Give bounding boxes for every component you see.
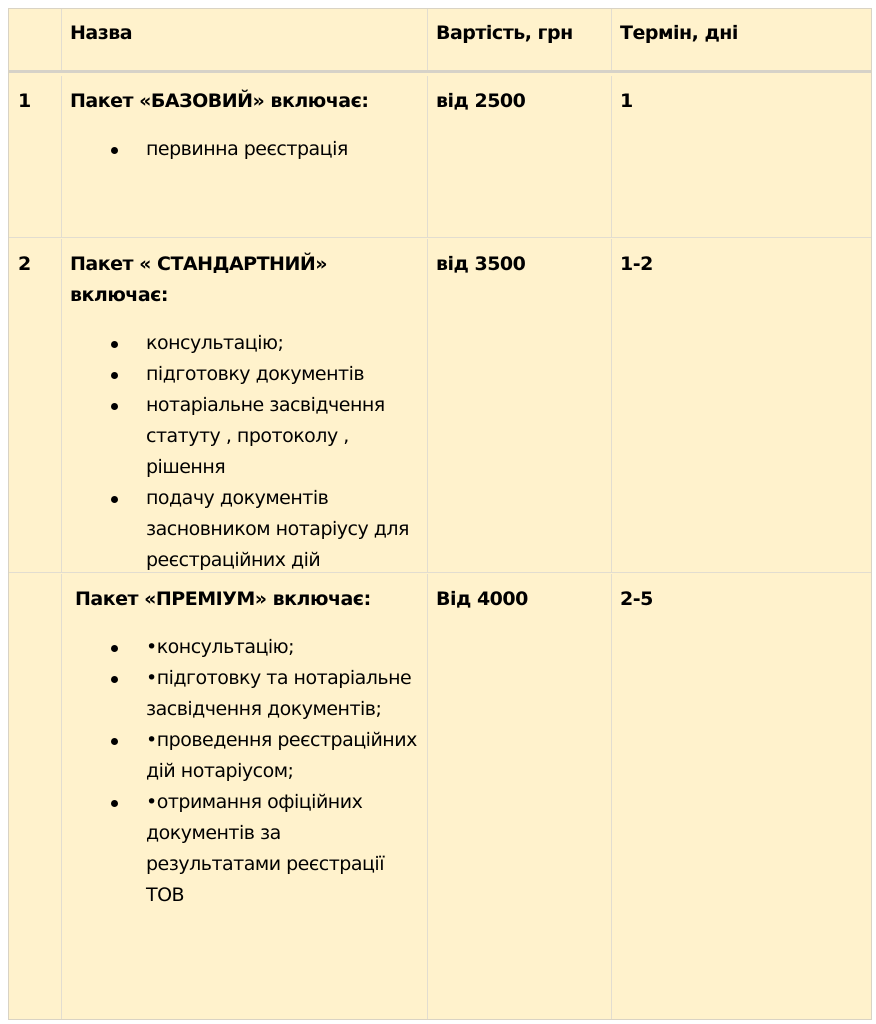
row-number: 1 xyxy=(18,90,31,112)
package-price: від 3500 xyxy=(436,253,526,275)
table-row-basic xyxy=(9,76,871,238)
list-item: •підготовку та нотаріальне засвідчення документів; xyxy=(70,663,420,725)
header-name: Назва xyxy=(70,22,133,44)
column-divider xyxy=(427,239,428,572)
bullet-icon xyxy=(111,645,118,652)
package-cell xyxy=(70,584,420,911)
row-number: 2 xyxy=(18,253,31,275)
list-item: •консультацію; xyxy=(70,632,420,663)
table-row-premium xyxy=(9,574,871,1019)
bullet-icon xyxy=(111,800,118,807)
list-item: нотаріальне засвідчення статуту , протоколу , рішення xyxy=(70,390,420,483)
table-row-standard xyxy=(9,239,871,573)
list-item: подачу документів засновником нотаріусу для реєстраційних дій xyxy=(70,483,420,576)
bullet-icon xyxy=(111,676,118,683)
package-term: 1 xyxy=(620,90,633,112)
column-divider xyxy=(61,76,62,237)
bullet-icon xyxy=(111,496,118,503)
column-divider xyxy=(611,76,612,237)
package-term: 2-5 xyxy=(620,588,653,610)
column-divider xyxy=(427,574,428,1019)
package-items xyxy=(70,632,420,911)
list-item: первинна реєстрація xyxy=(70,134,420,165)
pricing-table xyxy=(8,8,872,1020)
header-price: Вартість, грн xyxy=(436,22,573,44)
package-items xyxy=(70,134,420,165)
header-term: Термін, дні xyxy=(620,22,738,44)
package-title: Пакет « СТАНДАРТНИЙ» включає: xyxy=(70,253,328,306)
column-divider xyxy=(611,9,612,70)
column-divider xyxy=(427,76,428,237)
package-cell xyxy=(70,249,420,576)
package-cell xyxy=(70,86,420,165)
package-price: від 2500 xyxy=(436,90,526,112)
package-term: 1-2 xyxy=(620,253,653,275)
package-title: Пакет «ПРЕМІУМ» включає: xyxy=(75,588,371,610)
column-divider xyxy=(61,239,62,572)
bullet-icon xyxy=(111,403,118,410)
column-divider xyxy=(611,239,612,572)
column-divider xyxy=(61,9,62,70)
list-item: •проведення реєстраційних дій нотаріусом; xyxy=(70,725,420,787)
list-item: консультацію; xyxy=(70,328,420,359)
list-item: •отримання офіційних документів за результатами реєстрації ТОВ xyxy=(70,787,420,911)
package-price: Від 4000 xyxy=(436,588,528,610)
bullet-icon xyxy=(111,738,118,745)
list-item: підготовку документів xyxy=(70,359,420,390)
column-divider xyxy=(61,574,62,1019)
package-items xyxy=(70,328,420,576)
column-divider xyxy=(611,574,612,1019)
bullet-icon xyxy=(111,147,118,154)
table-header-row xyxy=(9,9,871,73)
package-title: Пакет «БАЗОВИЙ» включає: xyxy=(70,90,369,112)
bullet-icon xyxy=(111,372,118,379)
column-divider xyxy=(427,9,428,70)
bullet-icon xyxy=(111,341,118,348)
